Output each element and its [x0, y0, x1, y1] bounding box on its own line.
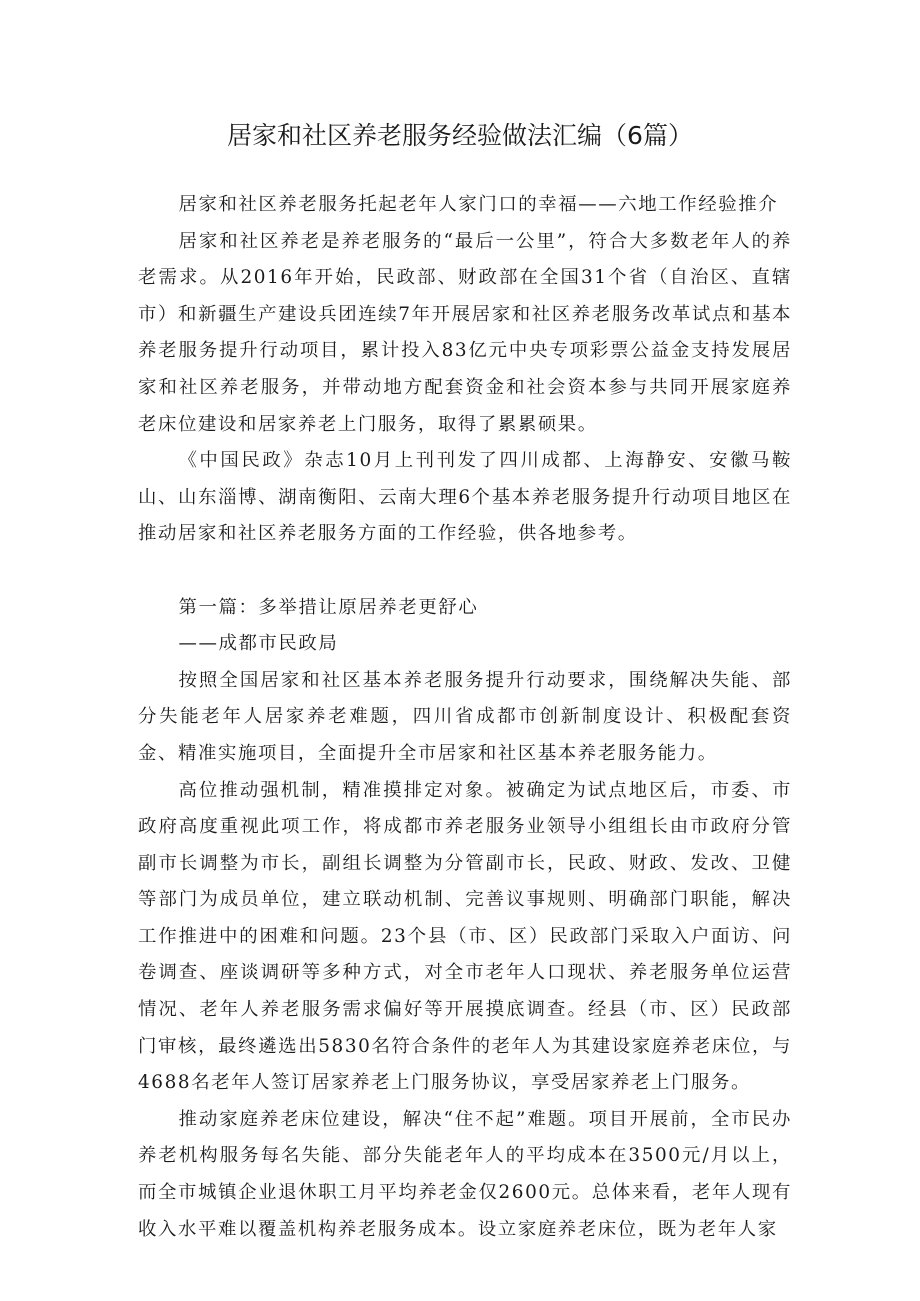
document-title: 居家和社区养老服务经验做法汇编（6篇） [227, 121, 693, 150]
body-paragraph: 推动家庭养老床位建设，解决“住不起”难题。项目开展前，全市民办养老机构服务每名失能、部分失能老年人的平均成本在3500元/月以上，而全市城镇企业退休职工月平均养老金仅2600元。总体来看，老年人现有收入水平难以覆盖机构养老服务成本。设立家庭养老床位，既为老年人家 [138, 1108, 792, 1240]
subtitle-paragraph: 居家和社区养老服务托起老年人家门口的幸福——六地工作经验推介 [178, 194, 779, 215]
document-body [138, 187, 792, 1248]
body-paragraph: 《中国民政》杂志10月上刊刊发了四川成都、上海静安、安徽马鞍山、山东淄博、湖南衡阳、云南大理6个基本养老服务提升行动项目地区在推动居家和社区养老服务方面的工作经验，供各地参考。 [138, 450, 792, 545]
body-paragraph: 高位推动强机制，精准摸排定对象。被确定为试点地区后，市委、市政府高度重视此项工作，将成都市养老服务业领导小组组长由市政府分管副市长调整为市长，副组长调整为分管副市长，民政、财政、发改、卫健等部门为成员单位，建立联动机制、完善议事规则、明确部门职能，解决工作推进中的困难和问题。23个县（市、区）民政部门采取入户面访、问卷调查、座谈调研等多种方式，对全市老年人口现状、养老服务单位运营情况、老年人养老服务需求偏好等开展摸底调查。经县（市、区）民政部门审核，最终遴选出5830名符合条件的老年人为其建设家庭养老床位，与4688名老年人签订居家养老上门服务协议，享受居家养老上门服务。 [138, 779, 792, 1094]
body-paragraph: 按照全国居家和社区基本养老服务提升行动要求，围绕解决失能、部分失能老年人居家养老难题，四川省成都市创新制度设计、积极配套资金、精准实施项目，全面提升全市居家和社区基本养老服务能力。 [138, 669, 792, 764]
section-author: ——成都市民政局 [178, 633, 339, 655]
section-heading: 第一篇：多举措让原居养老更舒心 [178, 596, 479, 618]
body-paragraph: 居家和社区养老是养老服务的“最后一公里”，符合大多数老年人的养老需求。从2016年开始，民政部、财政部在全国31个省（自治区、直辖市）和新疆生产建设兵团连续7年开展居家和社区养老服务改革试点和基本养老服务提升行动项目，累计投入83亿元中央专项彩票公益金支持发展居家和社区养老服务，并带动地方配套资金和社会资本参与共同开展家庭养老床位建设和居家养老上门服务，取得了累累硕果。 [138, 230, 792, 435]
